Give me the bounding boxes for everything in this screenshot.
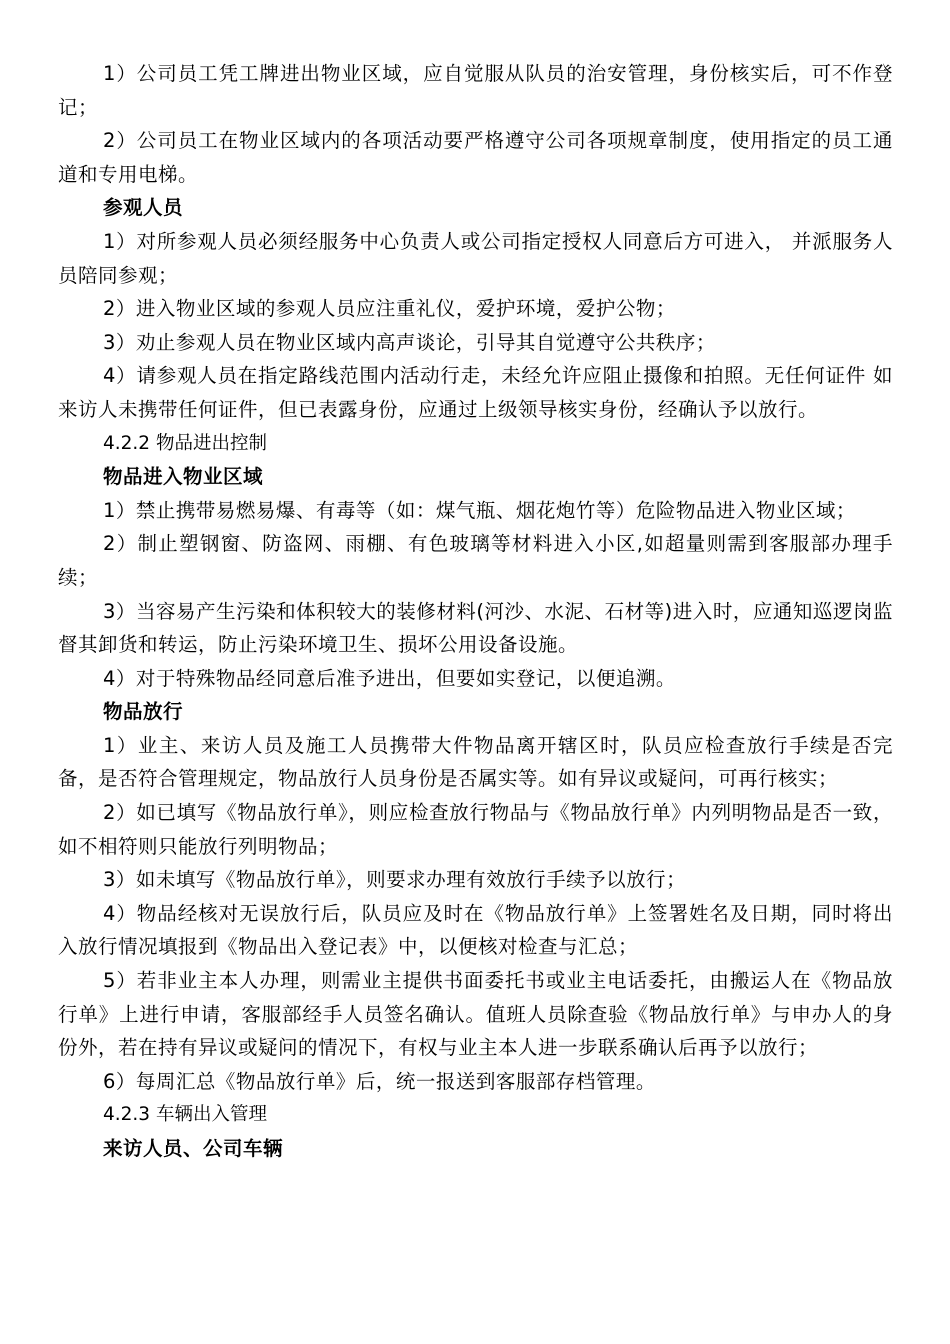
heading-visitor-company-vehicles: 来访人员、公司车辆 — [103, 1137, 284, 1160]
document-page — [58, 57, 893, 1166]
paragraph-release-sign: 4）物品经核对无误放行后，队员应及时在《物品放行单》上签署姓名及日期，同时将出入放行情况填报到《物品出入登记表》中，以便核对检查与汇总； — [58, 901, 893, 959]
section-4-2-2: 4.2.2 物品进出控制 — [103, 432, 267, 454]
paragraph-items-materials: 2）制止塑钢窗、防盗网、雨棚、有色玻璃等材料进入小区,如超量则需到客服部办理手续； — [58, 532, 893, 589]
paragraph-release-proxy: 5）若非业主本人办理，则需业主提供书面委托书或业主电话委托，由搬运人在《物品放行单》上进行申请，客服部经手人员签名确认。值班人员除查验《物品放行单》与申办人的身份外，若在持有异议或疑问的情况下，有权与业主本人进一步联系确认后再予以放行； — [58, 969, 893, 1060]
paragraph-items-special: 4）对于特殊物品经同意后准予进出，但要如实登记，以便追溯。 — [103, 666, 676, 690]
paragraph-visitor-route: 4）请参观人员在指定路线范围内活动行走，未经允许应阻止摄像和拍照。无任何证件 如来访人未携带任何证件，但已表露身份，应通过上级领导核实身份，经确认予以放行。 — [58, 364, 893, 421]
heading-visitors: 参观人员 — [103, 196, 184, 220]
paragraph-release-weekly: 6）每周汇总《物品放行单》后，统一报送到客服部存档管理。 — [103, 1069, 656, 1093]
paragraph-visitor-approval: 1）对所参观人员必须经服务中心负责人或公司指定授权人同意后方可进入， 并派服务人员陪同参观； — [58, 229, 893, 287]
paragraph-release-check: 1）业主、来访人员及施工人员携带大件物品离开辖区时，队员应检查放行手续是否完备，是否符合管理规定，物品放行人员身份是否属实等。如有异议或疑问，可再行核实； — [58, 733, 893, 791]
paragraph-visitor-quiet: 3）劝止参观人员在物业区域内高声谈论，引导其自觉遵守公共秩序； — [103, 330, 716, 354]
paragraph-release-unfilled: 3）如未填写《物品放行单》，则要求办理有效放行手续予以放行； — [103, 868, 687, 892]
paragraph-items-renovation: 3）当容易产生污染和体积较大的装修材料(河沙、水泥、石材等)进入时，应通知巡逻岗监督其卸货和转运，防止污染环境卫生、损坏公用设备设施。 — [58, 599, 893, 657]
heading-items-entering: 物品进入物业区域 — [103, 465, 264, 489]
paragraph-employee-badge: 1）公司员工凭工牌进出物业区域，应自觉服从队员的治安管理，身份核实后，可不作登记； — [58, 62, 893, 119]
paragraph-visitor-etiquette: 2）进入物业区域的参观人员应注重礼仪，爱护环境，爱护公物； — [103, 297, 676, 321]
heading-items-release: 物品放行 — [103, 700, 184, 724]
paragraph-employee-rules: 2）公司员工在物业区域内的各项活动要严格遵守公司各项规章制度，使用指定的员工通道和专用电梯。 — [58, 129, 893, 186]
paragraph-release-filled: 2）如已填写《物品放行单》，则应检查放行物品与《物品放行单》内列明物品是否一致，如不相符则只能放行列明物品； — [58, 801, 893, 858]
section-4-2-3: 4.2.3 车辆出入管理 — [103, 1104, 267, 1126]
paragraph-items-hazard: 1）禁止携带易燃易爆、有毒等（如：煤气瓶、烟花炮竹等）危险物品进入物业区域； — [103, 498, 856, 522]
